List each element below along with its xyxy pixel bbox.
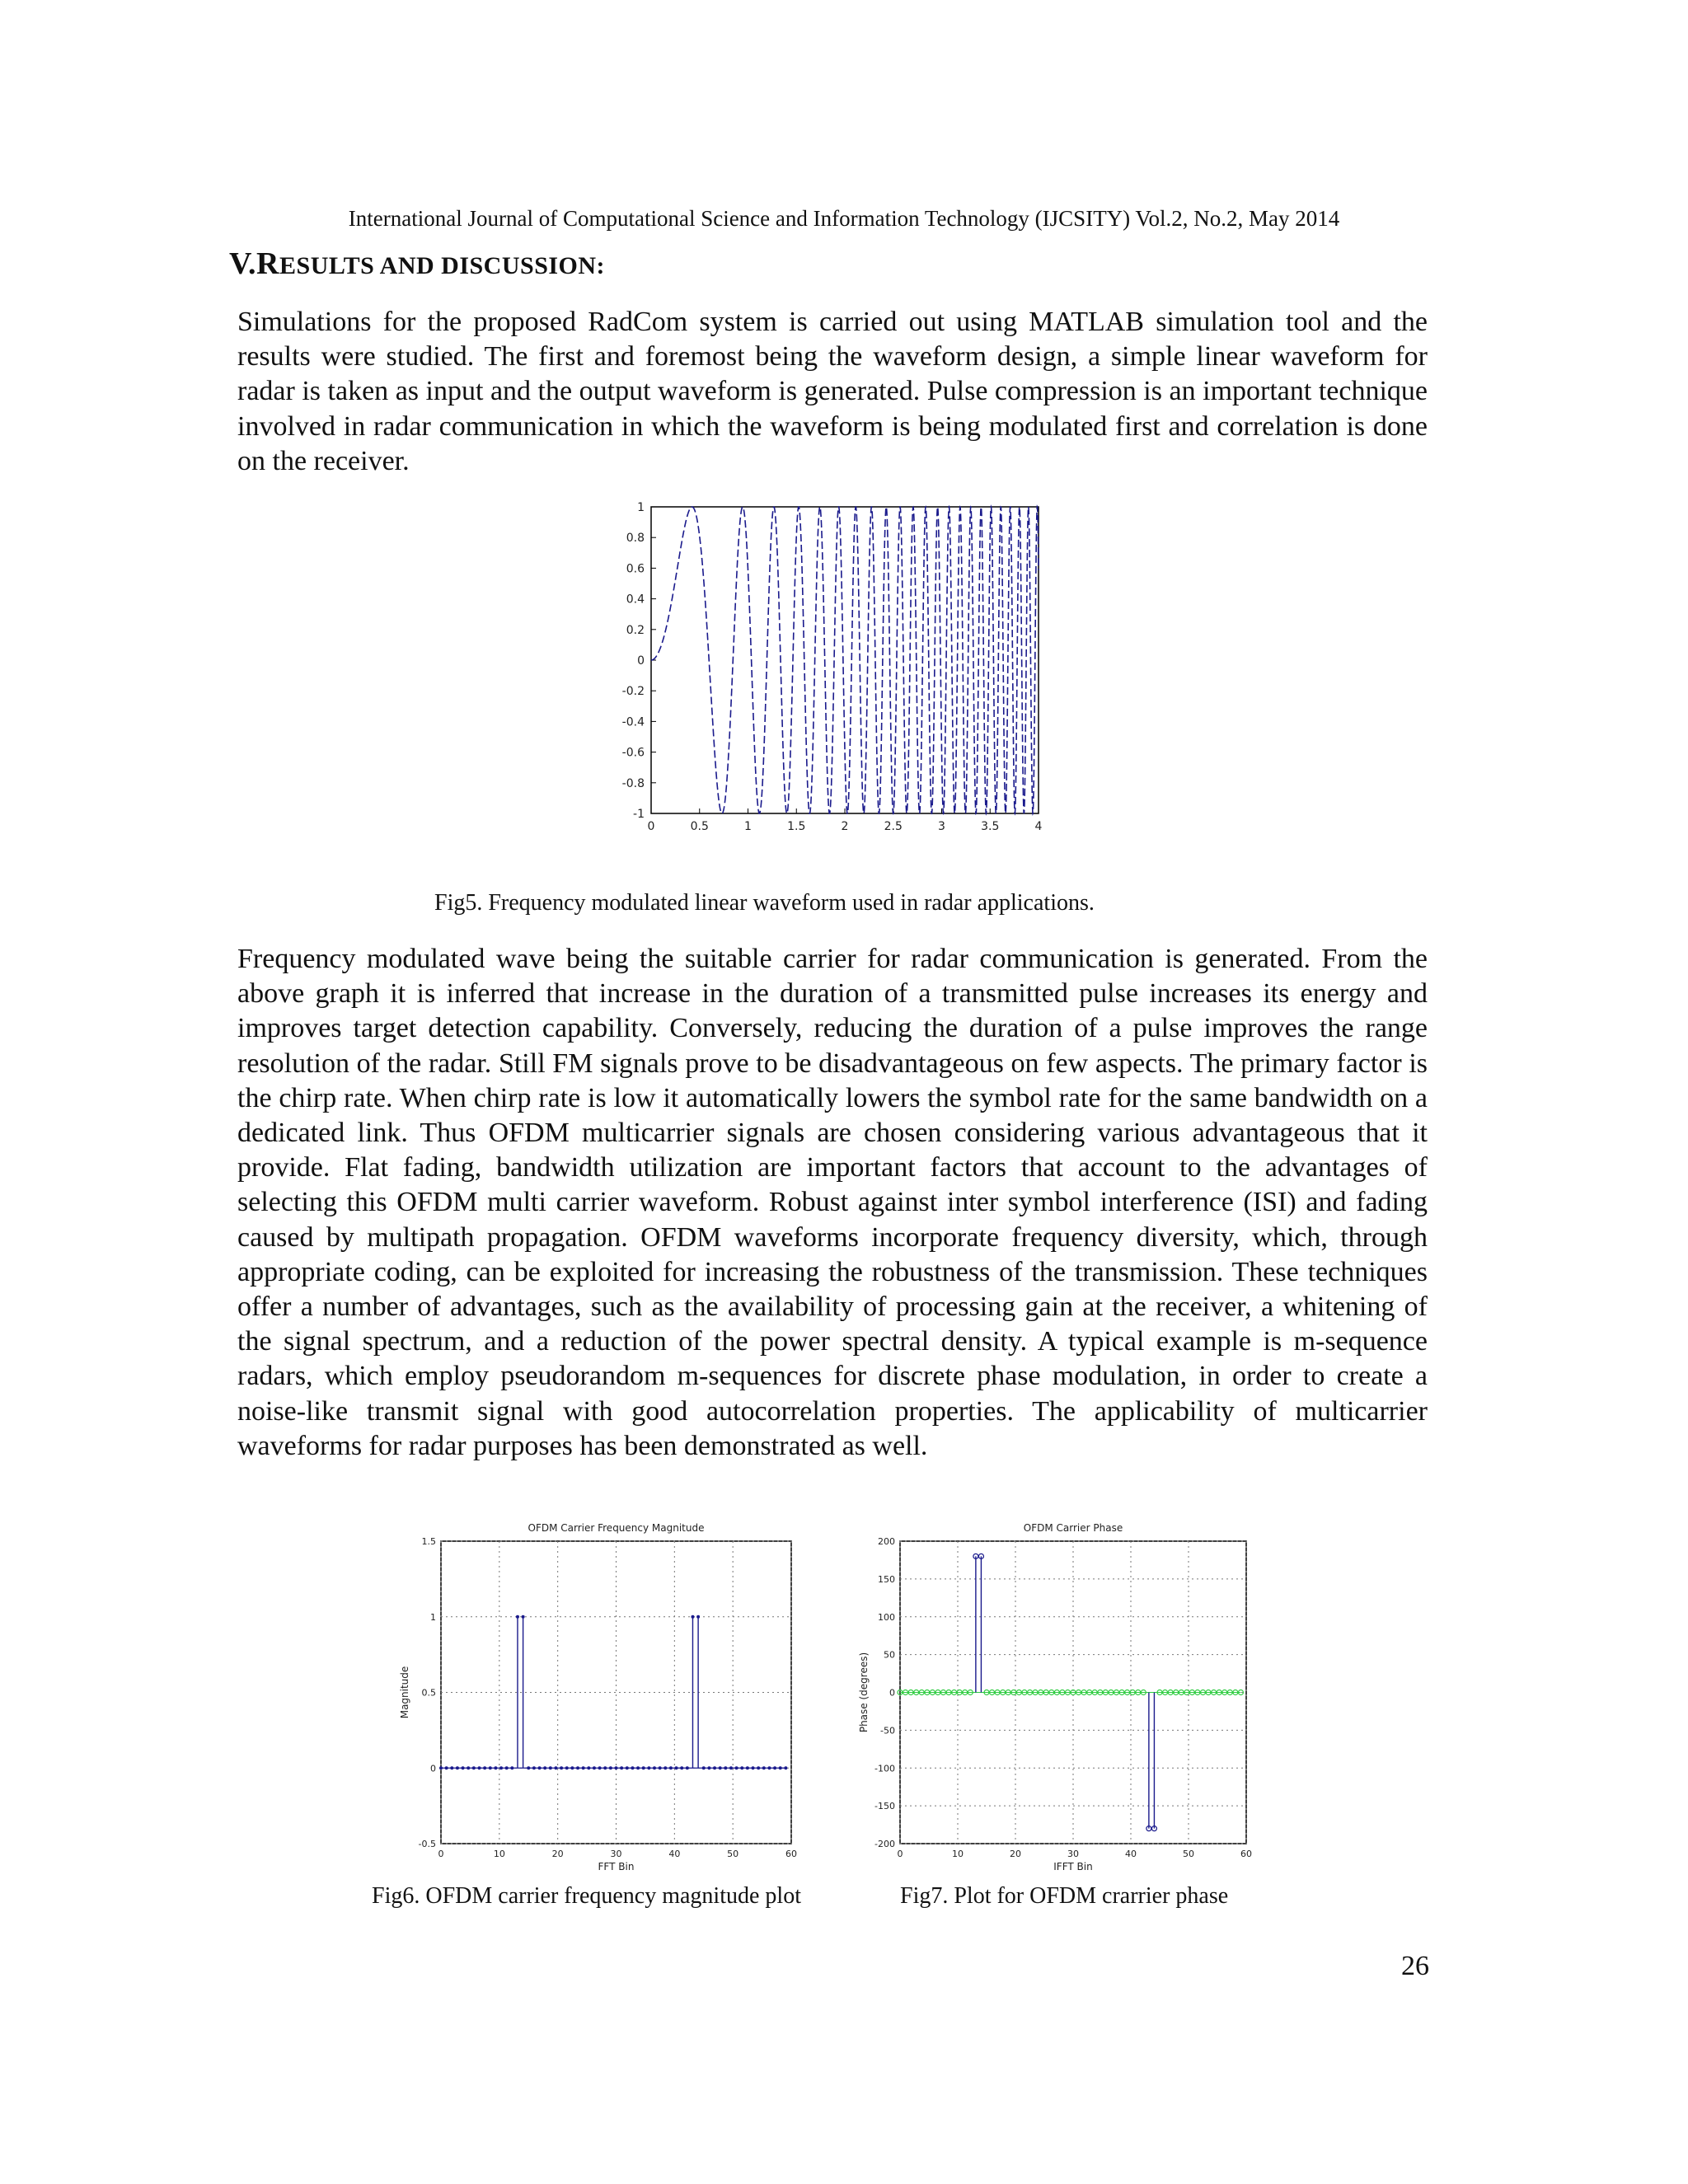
fig7-y-tick-label: -100 (874, 1763, 895, 1774)
fig5-x-tick-label: 3 (938, 820, 945, 833)
fig5-y-tick-label: -0.4 (621, 715, 645, 729)
fig5-x-tick-label: 0.5 (690, 820, 709, 833)
fig6-x-tick-label: 60 (785, 1849, 797, 1859)
fig6-y-tick-label: 0.5 (421, 1687, 436, 1699)
fig7-y-tick-label: 200 (878, 1536, 895, 1547)
fig5-y-tick-label: -0.6 (621, 746, 645, 760)
fig6-point (696, 1615, 700, 1619)
fig7-x-tick-label: 60 (1240, 1849, 1252, 1859)
fig7-y-tick-label: -200 (874, 1839, 895, 1849)
fig7-x-tick-label: 40 (1125, 1849, 1137, 1859)
fig7-y-axis-label: Phase (degrees) (858, 1652, 870, 1733)
fig6-y-axis-label: Magnitude (399, 1666, 410, 1719)
fig7-x-tick-label: 20 (1010, 1849, 1021, 1859)
fig7-x-tick-label: 0 (897, 1849, 903, 1859)
fig7-caption: Fig7. Plot for OFDM crarrier phase (900, 1883, 1229, 1909)
fig6-y-tick-label: 1 (430, 1611, 436, 1623)
fig7-y-tick-label: 0 (889, 1687, 895, 1699)
fig7-x-axis-label: IFFT Bin (1053, 1861, 1093, 1872)
fig5-x-tick-label: 1 (744, 820, 752, 833)
fig7-y-tick-label: -50 (880, 1725, 895, 1736)
fig7-y-tick-label: -150 (874, 1801, 895, 1812)
fig7-chart (849, 1516, 1261, 1879)
fig5-y-tick-label: -0.2 (621, 685, 645, 699)
page-number: 26 (1401, 1951, 1429, 1981)
fig6-y-tick-label: -0.5 (418, 1839, 436, 1849)
section-number: V. (229, 246, 257, 281)
fig7-x-tick-label: 50 (1183, 1849, 1194, 1859)
fig5-y-tick-label: 0.6 (626, 562, 645, 576)
fig6-x-tick-label: 10 (493, 1849, 505, 1859)
fig5-y-tick-label: 0 (637, 654, 645, 668)
fig6-point (691, 1615, 694, 1619)
fig5-y-tick-label: 0.8 (626, 532, 645, 546)
fig6-x-tick-label: 30 (610, 1849, 622, 1859)
fig5-y-tick-label: 0.4 (626, 593, 645, 607)
section-title-initial: R (256, 246, 279, 281)
fig6-x-axis-label: FFT Bin (598, 1861, 635, 1872)
fig5-y-tick-label: -0.8 (621, 776, 645, 790)
fig7-y-tick-label: 150 (878, 1573, 895, 1585)
fig5-x-tick-label: 3.5 (981, 820, 1000, 833)
fig6-x-tick-label: 20 (551, 1849, 564, 1859)
fig6-x-tick-label: 50 (727, 1849, 739, 1859)
fig6-caption: Fig6. OFDM carrier frequency magnitude plot (372, 1883, 801, 1909)
fig7-x-tick-label: 30 (1067, 1849, 1079, 1859)
fig5-x-tick-label: 1.5 (787, 820, 806, 833)
fig7-y-tick-label: 100 (878, 1611, 895, 1623)
paragraph-2: Frequency modulated wave being the suitable carrier for radar communication is generated. From the above graph it is inferred that increase in the duration of a transmitted pulse increases its energy and improves target detection capability. Conversely, reducing the duration of a pulse improves the range resolution of the radar. Still FM signals prove to be disadvantageous on few aspects. The primary factor is the chirp rate. When chirp rate is low it automatically lowers the symbol rate for the same bandwidth on a dedicated link. Thus OFDM multicarrier signals are chosen considering various advantageous that it provide. Flat fading, bandwidth utilization are important factors that account to the advantages of selecting this OFDM multi carrier waveform. Robust against inter symbol interference (ISI) and fading caused by multipath propagation. OFDM waveforms incorporate frequency diversity, which, through appropriate coding, can be exploited for increasing the robustness of the transmission. These techniques offer a number of advantages, such as the availability of processing gain at the receiver, a whitening of the signal spectrum, and a reduction of the power spectral density. A typical example is m-sequence radars, which employ pseudorandom m-sequences for discrete phase modulation, in order to create a noise-like transmit signal with good autocorrelation properties. The applicability of multicarrier waveforms for radar purposes has been demonstrated as well. (237, 944, 1428, 1461)
fig6-title: OFDM Carrier Frequency Magnitude (528, 1522, 705, 1534)
running-header: International Journal of Computational Science and Information Technology (IJCSITY) Vol.2, No.2, May 2014 (348, 206, 1340, 231)
fig5-chirp-line (651, 507, 1039, 813)
fig7-x-tick-label: 10 (952, 1849, 964, 1859)
fig7-title: OFDM Carrier Phase (1023, 1522, 1123, 1534)
fig6-y-tick-label: 0 (430, 1763, 436, 1774)
fig5-x-tick-label: 2 (841, 820, 849, 833)
fig5-y-tick-label: 1 (637, 501, 645, 514)
fig6-y-tick-label: 1.5 (421, 1536, 436, 1547)
fig6-chart (392, 1516, 808, 1879)
fig5-x-tick-label: 4 (1034, 820, 1043, 833)
fig5-chart (610, 494, 1055, 841)
fig5-x-tick-label: 0 (647, 820, 655, 833)
section-heading (229, 246, 605, 282)
fig5-caption: Fig5. Frequency modulated linear waveform used in radar applications. (434, 890, 1095, 916)
fig6-point (522, 1615, 525, 1619)
fig6-x-tick-label: 40 (668, 1849, 681, 1859)
paragraph-1: Simulations for the proposed RadCom system is carried out using MATLAB simulation tool and the results were studied. The first and foremost being the waveform design, a simple linear waveform for radar is taken as input and the output waveform is generated. Pulse compression is an important technique involved in radar communication in which the waveform is being modulated first and correlation is done on the receiver. (237, 307, 1428, 476)
fig5-y-tick-label: 0.2 (626, 623, 645, 637)
fig5-x-tick-label: 2.5 (884, 820, 903, 833)
section-title-rest: ESULTS AND DISCUSSION: (279, 252, 606, 279)
fig6-point (516, 1615, 519, 1619)
fig6-x-tick-label: 0 (438, 1849, 444, 1859)
fig5-y-tick-label: -1 (633, 808, 645, 821)
fig7-y-tick-label: 50 (884, 1649, 895, 1661)
